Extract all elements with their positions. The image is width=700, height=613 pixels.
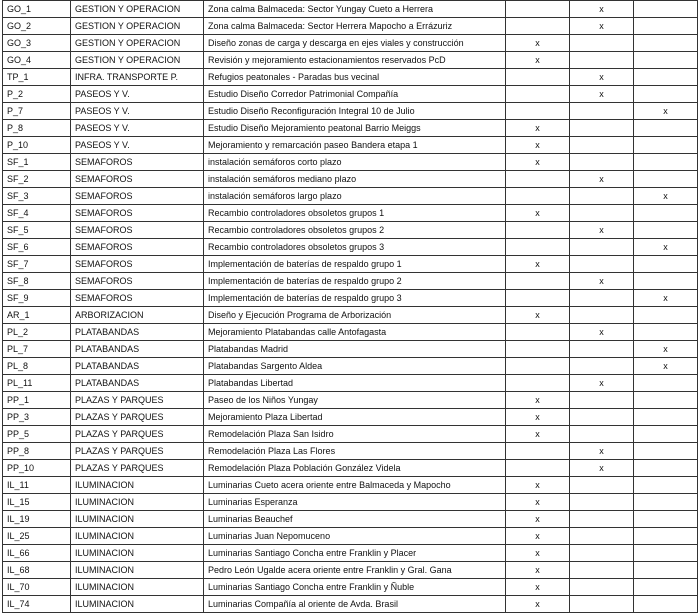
mark-cell-1: x [506,52,570,69]
mark-cell-1 [506,273,570,290]
project-code: IL_19 [3,511,71,528]
mark-cell-2 [570,596,634,613]
table-row [3,545,698,562]
project-name: instalación semáforos corto plazo [204,154,506,171]
project-code: P_10 [3,137,71,154]
mark-cell-2 [570,103,634,120]
table-row [3,324,698,341]
mark-cell-3 [634,579,698,596]
mark-cell-2: x [570,273,634,290]
mark-cell-1: x [506,307,570,324]
project-category: SEMAFOROS [71,239,204,256]
project-code: GO_4 [3,52,71,69]
mark-cell-2: x [570,460,634,477]
project-name: Diseño y Ejecución Programa de Arborización [204,307,506,324]
project-name: instalación semáforos largo plazo [204,188,506,205]
mark-cell-2 [570,358,634,375]
table-row [3,120,698,137]
project-name: Luminarias Compañía al oriente de Avda. Brasil [204,596,506,613]
mark-cell-2 [570,52,634,69]
mark-cell-2 [570,528,634,545]
project-name: Platabandas Madrid [204,341,506,358]
table-row [3,1,698,18]
project-name: Zona calma Balmaceda: Sector Herrera Mapocho a Errázuriz [204,18,506,35]
project-code: SF_7 [3,256,71,273]
mark-cell-2 [570,256,634,273]
mark-cell-1 [506,18,570,35]
project-name: Paseo de los Niños Yungay [204,392,506,409]
table-row [3,154,698,171]
project-code: PP_8 [3,443,71,460]
table-row [3,494,698,511]
mark-cell-1 [506,290,570,307]
project-code: PP_1 [3,392,71,409]
mark-cell-3 [634,273,698,290]
mark-cell-3 [634,545,698,562]
project-code: IL_11 [3,477,71,494]
project-category: PLAZAS Y PARQUES [71,443,204,460]
table-row [3,358,698,375]
project-code: PL_2 [3,324,71,341]
project-name: Refugios peatonales - Paradas bus vecinal [204,69,506,86]
project-category: SEMAFOROS [71,171,204,188]
project-name: Remodelación Plaza Las Flores [204,443,506,460]
project-category: SEMAFOROS [71,256,204,273]
project-name: Luminarias Beauchef [204,511,506,528]
project-category: SEMAFOROS [71,205,204,222]
table-row [3,477,698,494]
mark-cell-3: x [634,358,698,375]
project-name: Estudio Diseño Reconfiguración Integral 10 de Julio [204,103,506,120]
project-code: P_8 [3,120,71,137]
mark-cell-2 [570,239,634,256]
project-name: Luminarias Santiago Concha entre Franklin y Ñuble [204,579,506,596]
mark-cell-2: x [570,375,634,392]
project-code: GO_1 [3,1,71,18]
table-row [3,52,698,69]
mark-cell-2: x [570,222,634,239]
project-category: PASEOS Y V. [71,137,204,154]
project-name: Mejoramiento y remarcación paseo Bandera etapa 1 [204,137,506,154]
project-name: instalación semáforos mediano plazo [204,171,506,188]
mark-cell-1: x [506,426,570,443]
mark-cell-2 [570,392,634,409]
mark-cell-2 [570,545,634,562]
project-code: SF_4 [3,205,71,222]
project-name: Implementación de baterías de respaldo grupo 1 [204,256,506,273]
table-row [3,341,698,358]
mark-cell-1: x [506,392,570,409]
project-code: SF_2 [3,171,71,188]
mark-cell-3 [634,256,698,273]
mark-cell-1 [506,86,570,103]
mark-cell-1: x [506,409,570,426]
project-name: Implementación de baterías de respaldo grupo 2 [204,273,506,290]
table-row [3,426,698,443]
table-row [3,290,698,307]
mark-cell-1: x [506,137,570,154]
table-body [3,1,698,613]
mark-cell-3 [634,494,698,511]
mark-cell-2 [570,494,634,511]
mark-cell-2: x [570,69,634,86]
project-name: Estudio Diseño Corredor Patrimonial Compañía [204,86,506,103]
mark-cell-2 [570,562,634,579]
table-row [3,205,698,222]
project-category: ILUMINACION [71,477,204,494]
project-category: PLATABANDAS [71,375,204,392]
project-name: Revisión y mejoramiento estacionamientos reservados PcD [204,52,506,69]
mark-cell-3 [634,562,698,579]
mark-cell-2 [570,341,634,358]
mark-cell-1 [506,69,570,86]
mark-cell-1 [506,443,570,460]
table-row [3,103,698,120]
project-category: SEMAFOROS [71,154,204,171]
mark-cell-2 [570,137,634,154]
project-code: PL_11 [3,375,71,392]
mark-cell-3 [634,137,698,154]
mark-cell-1: x [506,579,570,596]
mark-cell-1 [506,239,570,256]
table-row [3,562,698,579]
mark-cell-2 [570,511,634,528]
mark-cell-1: x [506,205,570,222]
mark-cell-1: x [506,154,570,171]
mark-cell-3: x [634,341,698,358]
project-name: Remodelación Plaza Población González Videla [204,460,506,477]
mark-cell-3 [634,511,698,528]
mark-cell-2: x [570,324,634,341]
project-name: Luminarias Cueto acera oriente entre Balmaceda y Mapocho [204,477,506,494]
mark-cell-2 [570,477,634,494]
project-name: Pedro León Ugalde acera oriente entre Franklin y Gral. Gana [204,562,506,579]
project-category: ILUMINACION [71,545,204,562]
mark-cell-3 [634,443,698,460]
mark-cell-1 [506,375,570,392]
project-code: IL_15 [3,494,71,511]
mark-cell-2 [570,409,634,426]
table-row [3,375,698,392]
mark-cell-2 [570,579,634,596]
mark-cell-3 [634,528,698,545]
project-code: IL_70 [3,579,71,596]
project-name: Luminarias Juan Nepomuceno [204,528,506,545]
project-category: PLAZAS Y PARQUES [71,392,204,409]
mark-cell-1: x [506,256,570,273]
project-category: SEMAFOROS [71,188,204,205]
project-category: PASEOS Y V. [71,103,204,120]
mark-cell-3 [634,1,698,18]
project-category: GESTION Y OPERACION [71,1,204,18]
mark-cell-3 [634,171,698,188]
table-row [3,188,698,205]
project-name: Implementación de baterías de respaldo grupo 3 [204,290,506,307]
project-code: IL_68 [3,562,71,579]
mark-cell-3 [634,86,698,103]
table-row [3,443,698,460]
mark-cell-1: x [506,528,570,545]
project-name: Recambio controladores obsoletos grupos 2 [204,222,506,239]
project-category: PASEOS Y V. [71,120,204,137]
mark-cell-2 [570,188,634,205]
project-category: PLATABANDAS [71,324,204,341]
project-category: ILUMINACION [71,579,204,596]
mark-cell-3 [634,205,698,222]
mark-cell-1 [506,460,570,477]
mark-cell-1: x [506,35,570,52]
mark-cell-1: x [506,562,570,579]
mark-cell-1 [506,341,570,358]
mark-cell-2 [570,307,634,324]
table-row [3,137,698,154]
project-code: SF_8 [3,273,71,290]
table-row [3,307,698,324]
project-name: Recambio controladores obsoletos grupos 3 [204,239,506,256]
project-code: PP_10 [3,460,71,477]
table-row [3,256,698,273]
mark-cell-2: x [570,171,634,188]
project-category: ILUMINACION [71,494,204,511]
project-name: Mejoramiento Plaza Libertad [204,409,506,426]
mark-cell-3 [634,324,698,341]
mark-cell-1 [506,188,570,205]
table-row [3,171,698,188]
project-name: Luminarias Santiago Concha entre Franklin y Placer [204,545,506,562]
project-code: SF_6 [3,239,71,256]
project-code: SF_5 [3,222,71,239]
project-code: PL_8 [3,358,71,375]
mark-cell-2 [570,205,634,222]
project-code: SF_1 [3,154,71,171]
mark-cell-3 [634,18,698,35]
table-row [3,69,698,86]
project-category: SEMAFOROS [71,273,204,290]
mark-cell-2: x [570,443,634,460]
table-row [3,222,698,239]
project-category: SEMAFOROS [71,222,204,239]
project-name: Diseño zonas de carga y descarga en ejes viales y construcción [204,35,506,52]
mark-cell-2: x [570,18,634,35]
mark-cell-1 [506,222,570,239]
mark-cell-2: x [570,86,634,103]
table-row [3,18,698,35]
mark-cell-1: x [506,545,570,562]
project-category: GESTION Y OPERACION [71,18,204,35]
project-code: GO_2 [3,18,71,35]
project-name: Mejoramiento Platabandas calle Antofagasta [204,324,506,341]
mark-cell-3 [634,596,698,613]
project-code: SF_9 [3,290,71,307]
mark-cell-3 [634,35,698,52]
project-category: PLAZAS Y PARQUES [71,460,204,477]
mark-cell-3 [634,460,698,477]
mark-cell-3: x [634,188,698,205]
project-name: Estudio Diseño Mejoramiento peatonal Barrio Meiggs [204,120,506,137]
project-name: Zona calma Balmaceda: Sector Yungay Cueto a Herrera [204,1,506,18]
project-name: Platabandas Sargento Aldea [204,358,506,375]
mark-cell-2 [570,35,634,52]
mark-cell-3 [634,154,698,171]
project-name: Remodelación Plaza San Isidro [204,426,506,443]
project-code: PP_3 [3,409,71,426]
mark-cell-2: x [570,1,634,18]
table-row [3,273,698,290]
project-category: PLAZAS Y PARQUES [71,409,204,426]
mark-cell-3: x [634,103,698,120]
project-code: PL_7 [3,341,71,358]
project-code: P_7 [3,103,71,120]
mark-cell-3 [634,120,698,137]
mark-cell-3 [634,392,698,409]
project-category: PLATABANDAS [71,358,204,375]
project-code: PP_5 [3,426,71,443]
mark-cell-1 [506,1,570,18]
project-category: GESTION Y OPERACION [71,52,204,69]
project-category: PLATABANDAS [71,341,204,358]
project-category: ARBORIZACION [71,307,204,324]
mark-cell-1: x [506,596,570,613]
table-row [3,596,698,613]
mark-cell-3 [634,307,698,324]
project-code: SF_3 [3,188,71,205]
project-category: PASEOS Y V. [71,86,204,103]
project-category: ILUMINACION [71,528,204,545]
project-code: GO_3 [3,35,71,52]
mark-cell-3 [634,69,698,86]
project-category: INFRA. TRANSPORTE P. [71,69,204,86]
project-name: Luminarias Esperanza [204,494,506,511]
project-category: ILUMINACION [71,562,204,579]
mark-cell-3 [634,477,698,494]
table-row [3,35,698,52]
mark-cell-2 [570,426,634,443]
mark-cell-1: x [506,511,570,528]
mark-cell-3 [634,52,698,69]
project-name: Recambio controladores obsoletos grupos 1 [204,205,506,222]
projects-table [2,0,698,613]
mark-cell-1 [506,103,570,120]
project-category: ILUMINACION [71,511,204,528]
mark-cell-3 [634,426,698,443]
table-row [3,579,698,596]
mark-cell-1 [506,358,570,375]
project-code: P_2 [3,86,71,103]
mark-cell-3: x [634,290,698,307]
mark-cell-1 [506,171,570,188]
project-category: PLAZAS Y PARQUES [71,426,204,443]
mark-cell-3 [634,409,698,426]
project-code: IL_66 [3,545,71,562]
project-code: IL_25 [3,528,71,545]
mark-cell-3: x [634,239,698,256]
mark-cell-2 [570,290,634,307]
project-code: TP_1 [3,69,71,86]
mark-cell-1: x [506,494,570,511]
project-code: IL_74 [3,596,71,613]
table-row [3,239,698,256]
table-row [3,409,698,426]
table-row [3,392,698,409]
project-name: Platabandas Libertad [204,375,506,392]
table-row [3,528,698,545]
mark-cell-2 [570,120,634,137]
mark-cell-1 [506,324,570,341]
mark-cell-3 [634,375,698,392]
table-row [3,460,698,477]
project-category: ILUMINACION [71,596,204,613]
project-category: SEMAFOROS [71,290,204,307]
mark-cell-1: x [506,120,570,137]
table-row [3,86,698,103]
mark-cell-1: x [506,477,570,494]
table-row [3,511,698,528]
project-category: GESTION Y OPERACION [71,35,204,52]
project-code: AR_1 [3,307,71,324]
mark-cell-2 [570,154,634,171]
mark-cell-3 [634,222,698,239]
